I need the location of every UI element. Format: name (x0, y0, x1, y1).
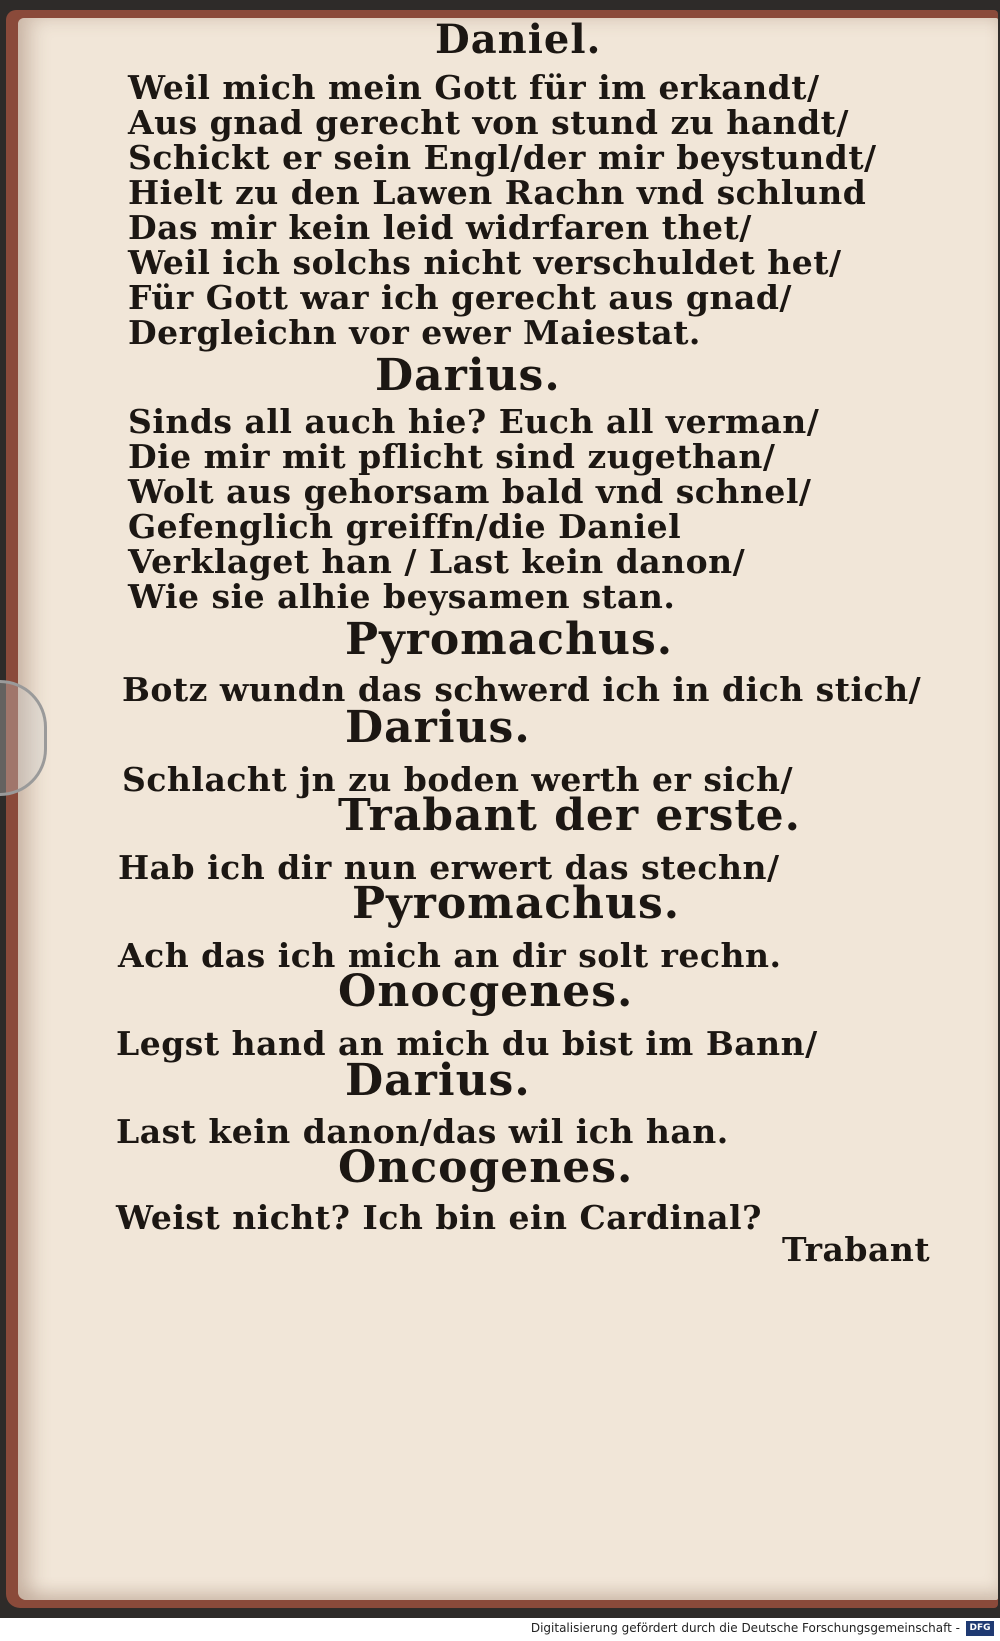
text-line: Wolt aus gehorsam bald vnd schnel/ (128, 472, 812, 511)
text-line: Legst hand an mich du bist im Bann/ (116, 1024, 818, 1063)
footer-credit: Digitalisierung gefördert durch die Deutsche Forschungsgemeinschaft - (530, 1621, 960, 1635)
text-line: Für Gott war ich gerecht aus gnad/ (128, 278, 792, 317)
text-line: Schickt er sein Engl/der mir beystundt/ (128, 138, 877, 177)
speaker-name: Pyromachus. (345, 614, 674, 665)
text-line: Aus gnad gerecht von stund zu handt/ (128, 103, 849, 142)
text-line: Hab ich dir nun erwert das stechn/ (118, 848, 780, 887)
speaker-name: Pyromachus. (352, 878, 681, 929)
text-line: Ach das ich mich an dir solt rechn. (118, 936, 782, 975)
text-line: Das mir kein leid widrfaren thet/ (128, 208, 752, 247)
text-line: Die mir mit pflicht sind zugethan/ (128, 437, 776, 476)
speaker-name: Darius. (345, 1055, 531, 1106)
text-line: Gefenglich greiffn/die Daniel (128, 507, 682, 546)
speaker-name: Oncogenes. (338, 1142, 634, 1193)
page-header: Daniel. (435, 16, 602, 63)
text-line: Botz wundn das schwerd ich in dich stich/ (122, 670, 922, 709)
speaker-name: Onocgenes. (338, 966, 634, 1017)
text-line: Last kein danon/das wil ich han. (116, 1112, 729, 1151)
speaker-name: Darius. (345, 702, 531, 753)
speaker-name: Trabant der erste. (338, 790, 801, 841)
text-line: Schlacht jn zu boden werth er sich/ (122, 760, 794, 799)
text-line: Sinds all auch hie? Euch all verman/ (128, 402, 820, 441)
text-line: Wie sie alhie beysamen stan. (128, 577, 676, 616)
text-line: Weil mich mein Gott für im erkandt/ (128, 68, 820, 107)
dfg-logo: DFG (966, 1621, 994, 1636)
text-line: Verklaget han / Last kein danon/ (128, 542, 746, 581)
text-line: Hielt zu den Lawen Rachn vnd schlund (128, 173, 867, 212)
catchword: Trabant (782, 1230, 931, 1269)
speaker-name: Darius. (375, 350, 561, 401)
text-line: Weil ich solchs nicht verschuldet het/ (128, 243, 842, 282)
footer-bar (0, 1618, 1000, 1641)
text-line: Dergleichn vor ewer Maiestat. (128, 313, 701, 352)
text-line: Weist nicht? Ich bin ein Cardinal? (116, 1198, 762, 1237)
